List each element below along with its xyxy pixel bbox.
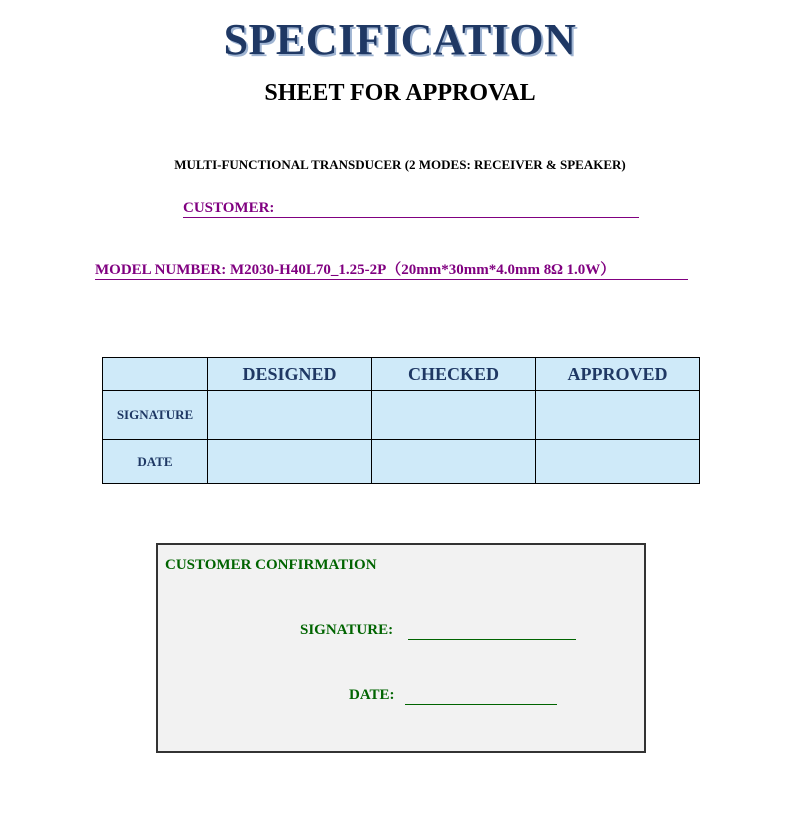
- confirmation-signature-line[interactable]: [408, 638, 576, 640]
- header-empty-cell: [103, 358, 208, 391]
- confirmation-date-label: DATE:: [349, 687, 395, 703]
- date-row-label: DATE: [103, 440, 208, 484]
- page-title: SPECIFICATION: [223, 15, 577, 64]
- approval-header-row: [103, 358, 700, 391]
- header-approved: APPROVED: [536, 358, 700, 391]
- model-number-label: MODEL NUMBER: M2030-H40L70_1.25-2P（20mm*30mm*4.0mm 8Ω 1.0W）: [95, 262, 616, 278]
- confirmation-signature-label: SIGNATURE:: [300, 622, 394, 638]
- customer-confirmation-box: [156, 543, 646, 753]
- customer-field: [183, 199, 639, 218]
- model-number-field: [95, 261, 688, 280]
- header-designed: DESIGNED: [208, 358, 372, 391]
- date-row: [103, 440, 700, 484]
- approved-signature-cell[interactable]: [536, 391, 700, 440]
- confirmation-date-line[interactable]: [405, 703, 557, 705]
- signature-row-label: SIGNATURE: [103, 391, 208, 440]
- designed-signature-cell[interactable]: [208, 391, 372, 440]
- checked-signature-cell[interactable]: [372, 391, 536, 440]
- page-subtitle: SHEET FOR APPROVAL: [264, 80, 536, 106]
- designed-date-cell[interactable]: [208, 440, 372, 484]
- customer-label: CUSTOMER:: [183, 200, 275, 216]
- header-checked: CHECKED: [372, 358, 536, 391]
- product-description: MULTI-FUNCTIONAL TRANSDUCER (2 MODES: RECEIVER & SPEAKER): [174, 157, 626, 172]
- confirmation-title: CUSTOMER CONFIRMATION: [165, 557, 377, 573]
- signature-row: [103, 391, 700, 440]
- checked-date-cell[interactable]: [372, 440, 536, 484]
- approved-date-cell[interactable]: [536, 440, 700, 484]
- approval-table: [102, 357, 700, 484]
